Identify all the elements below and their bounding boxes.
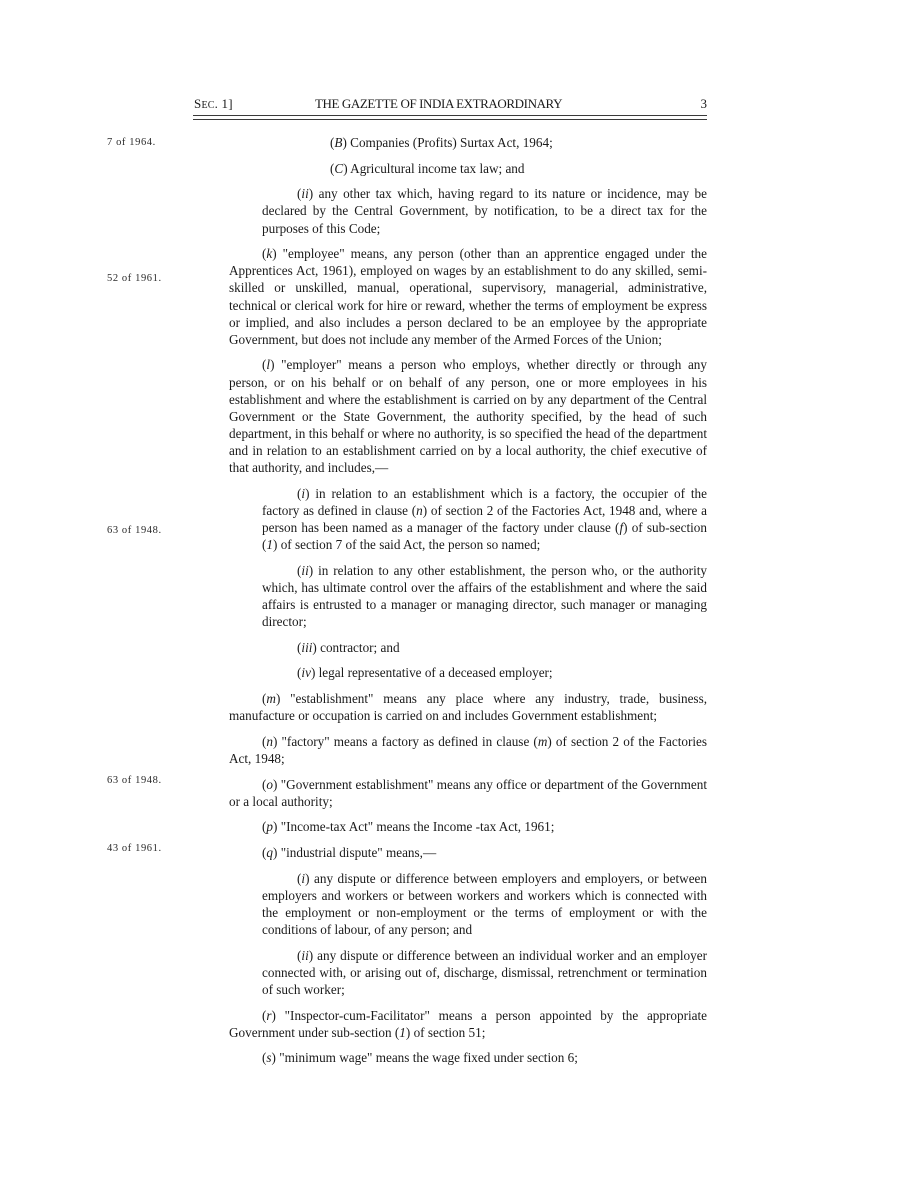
employer-sub-ii: (ii) in relation to any other establishment, the person who, or the authority which, has ultimate control over the affairs of the establishment and where the said affairs is entrusted to a manager or managing director, such manager or managing director; [262, 562, 707, 629]
definition-r-inspector: (r) "Inspector-cum-Facilitator" means a person appointed by the appropriate Government under sub-section (1) of section 51; [229, 1007, 707, 1040]
header-rule-top [193, 115, 707, 116]
margin-note: 52 of 1961. [107, 273, 162, 284]
definition-m-establishment: (m) "establishment" means any place where any industry, trade, business, manufacture or occupation is carried on and includes Government establishment; [229, 690, 707, 724]
clause-ii-tax: (ii) any other tax which, having regard to its nature or incidence, may be declared by the Central Government, by notification, to be a direct tax for the purposes of this Code; [262, 186, 707, 236]
definition-p-income-tax-act: (p) "Income-tax Act" means the Income -tax Act, 1961; [262, 819, 555, 835]
definition-q-industrial-dispute: (q) "industrial dispute" means,— [262, 845, 437, 860]
page-header [193, 95, 707, 113]
employer-sub-iv: (iv) legal representative of a deceased employer; [297, 665, 553, 681]
page-number: 3 [700, 96, 707, 111]
definition-k-employee: (k) "employee" means, any person (other than an apprentice engaged under the Apprentices Act, 1961), employed on wages by an establishment to do any skilled, semi-skilled or unskilled, manual, operational, supervisory, managerial, administrative, technical or clerical work for hire or reward, whether the terms of employment be express or implied, and also includes a person declared to be an employee by the appropriate Government, but does not include any member of the Armed Forces of the Union; [229, 246, 707, 347]
employer-sub-i: (i) in relation to an establishment which is a factory, the occupier of the factory as defined in clause (n) of section 2 of the Factories Act, 1948 and, where a person has been named as a manager of the factory under clause (f) of sub-section (1) of section 7 of the said Act, the person so named; [262, 485, 707, 552]
margin-note: 63 of 1948. [107, 775, 162, 786]
definition-l-employer: (l) "employer" means a person who employs, whether directly or through any person, or on his behalf or on behalf of any person, one or more employees in his establishment and where the establishment is carried on by any department of the Central Government or the State Government, the authority specified, by the head of such department, in this behalf or where no authority, is so specified the head of the department and in relation to an establishment carried on by a local authority, the chief executive of that authority, and includes,— [229, 357, 707, 475]
margin-note: 43 of 1961. [107, 843, 162, 854]
dispute-sub-i: (i) any dispute or difference between employers and employers, or between employers and workers or between workers and workers which is connected with the employment or non-employment or the terms of employment or with the conditions of labour, of any person; and [262, 870, 707, 937]
margin-note: 63 of 1948. [107, 525, 162, 536]
gazette-title: THE GAZETTE OF INDIA EXTRAORDINARY [315, 96, 563, 111]
header-rule-bottom [193, 119, 707, 120]
clause-c: (C) Agricultural income tax law; and [330, 160, 525, 176]
definition-o-government-establishment: (o) "Government establishment" means any office or department of the Government or a local authority; [229, 776, 707, 809]
clause-b: (B) Companies (Profits) Surtax Act, 1964; [330, 135, 553, 150]
definition-s-minimum-wage: (s) "minimum wage" means the wage fixed under section 6; [262, 1050, 578, 1066]
document-body [229, 134, 707, 1075]
section-label: SEC. 1] [194, 96, 233, 111]
employer-sub-iii: (iii) contractor; and [297, 639, 400, 655]
margin-note: 7 of 1964. [107, 137, 156, 148]
dispute-sub-ii: (ii) any dispute or difference between an individual worker and an employer connected with, or arising out of, discharge, dismissal, retrenchment or termination of such worker; [262, 947, 707, 997]
definition-n-factory: (n) "factory" means a factory as defined in clause (m) of section 2 of the Factories Act, 1948; [229, 733, 707, 766]
